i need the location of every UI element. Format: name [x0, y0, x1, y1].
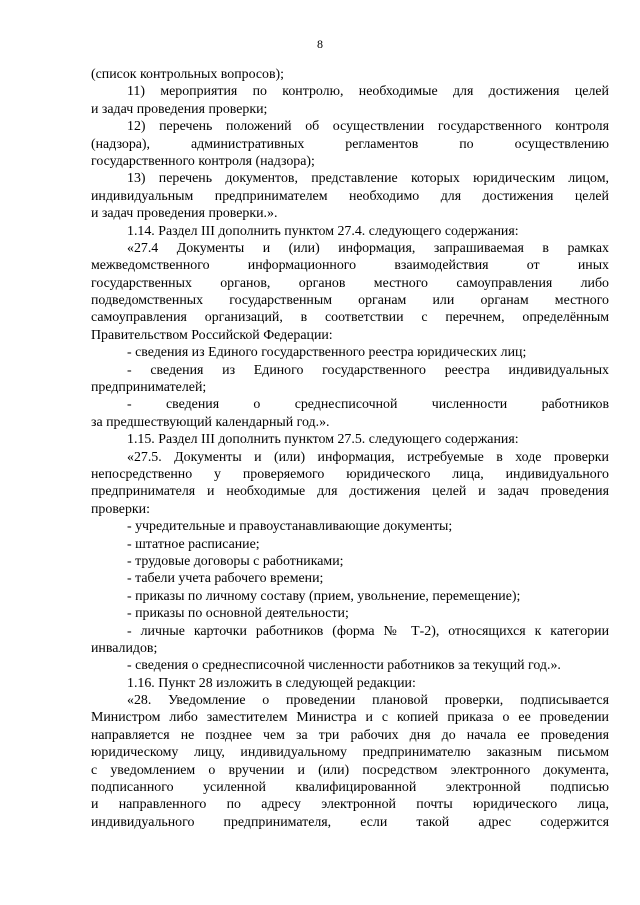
text-line: - сведения о среднесписочной численности работников: [127, 397, 609, 413]
text-line: предпринимателей;: [91, 380, 207, 396]
text-line: (надзора), административных регламентов по осуществлению: [91, 136, 609, 152]
text-line: - сведения из Единого государственного реестра юридических лиц;: [127, 345, 527, 361]
text-line: 1.15. Раздел III дополнить пунктом 27.5. следующего содержания:: [127, 432, 519, 448]
text-line: - сведения из Единого государственного реестра индивидуальных: [127, 362, 609, 378]
text-line: индивидуального предпринимателя, если такой адрес содержится: [91, 814, 609, 830]
text-line: направляется не позднее чем за три рабочих дня до начала ее проведения: [91, 727, 609, 743]
text-line: 1.16. Пункт 28 изложить в следующей редакции:: [127, 675, 416, 691]
text-line: подписанного усиленной квалифицированной электронной подписью: [91, 780, 609, 796]
text-line: государственного контроля (надзора);: [91, 153, 315, 169]
text-line: Правительством Российской Федерации:: [91, 327, 333, 343]
text-line: (список контрольных вопросов);: [91, 67, 285, 82]
text-line: - сведения о среднесписочной численности работников за текущий год.».: [127, 658, 561, 674]
text-line: государственных органов, органов местного самоуправления либо: [91, 275, 609, 291]
text-line: с уведомлением о вручении и (или) посредством электронного документа,: [91, 762, 609, 778]
text-line: 11) мероприятия по контролю, необходимые для достижения целей: [127, 84, 609, 100]
text-line: 1.14. Раздел III дополнить пунктом 27.4. следующего содержания:: [127, 223, 519, 239]
text-line: «27.4 Документы и (или) информация, запрашиваемая в рамках: [127, 240, 609, 256]
page-number: 8: [317, 37, 323, 51]
text-line: 12) перечень положений об осуществлении государственного контроля: [127, 119, 609, 135]
text-line: - табели учета рабочего времени;: [127, 571, 324, 587]
text-line: - приказы по основной деятельности;: [127, 606, 349, 622]
text-line: и задач проведения проверки.».: [91, 206, 278, 222]
text-line: и задач проведения проверки;: [91, 101, 268, 117]
text-line: непосредственно у проверяемого юридического лица, индивидуального: [91, 466, 609, 482]
text-line: проверки:: [91, 501, 150, 517]
text-line: инвалидов;: [91, 640, 158, 656]
text-line: - учредительные и правоустанавливающие документы;: [127, 519, 453, 535]
text-line: межведомственного информационного взаимодействия от иных: [91, 258, 609, 274]
text-line: «28. Уведомление о проведении плановой проверки, подписывается: [127, 693, 609, 709]
text-line: - трудовые договоры с работниками;: [127, 553, 344, 569]
document-body: [91, 66, 609, 831]
text-line: за предшествующий календарный год.».: [91, 414, 330, 430]
text-line: - приказы по личному составу (прием, увольнение, перемещение);: [127, 588, 521, 604]
text-line: «27.5. Документы и (или) информация, истребуемые в ходе проверки: [127, 449, 609, 465]
text-line: самоуправления организаций, в соответствии с перечнем, определённым: [91, 310, 609, 326]
text-line: и направленного по адресу электронной почты юридического лица,: [91, 797, 609, 813]
text-line: 13) перечень документов, представление которых юридическим лицом,: [127, 171, 609, 187]
text-line: - штатное расписание;: [127, 536, 260, 552]
text-line: индивидуальным предпринимателем необходимо для достижения целей: [91, 188, 609, 204]
text-line: юридическому лицу, индивидуальному предпринимателю заказным письмом: [91, 745, 609, 761]
text-line: Министром либо заместителем Министра и с копией приказа о ее проведении: [91, 710, 609, 726]
text-line: предпринимателя и необходимые для достижения целей и задач проведения: [91, 484, 609, 500]
text-line: подведомственных государственным органам или органам местного: [91, 293, 609, 309]
text-line: - личные карточки работников (форма № Т-2), относящихся к категории: [127, 623, 609, 639]
